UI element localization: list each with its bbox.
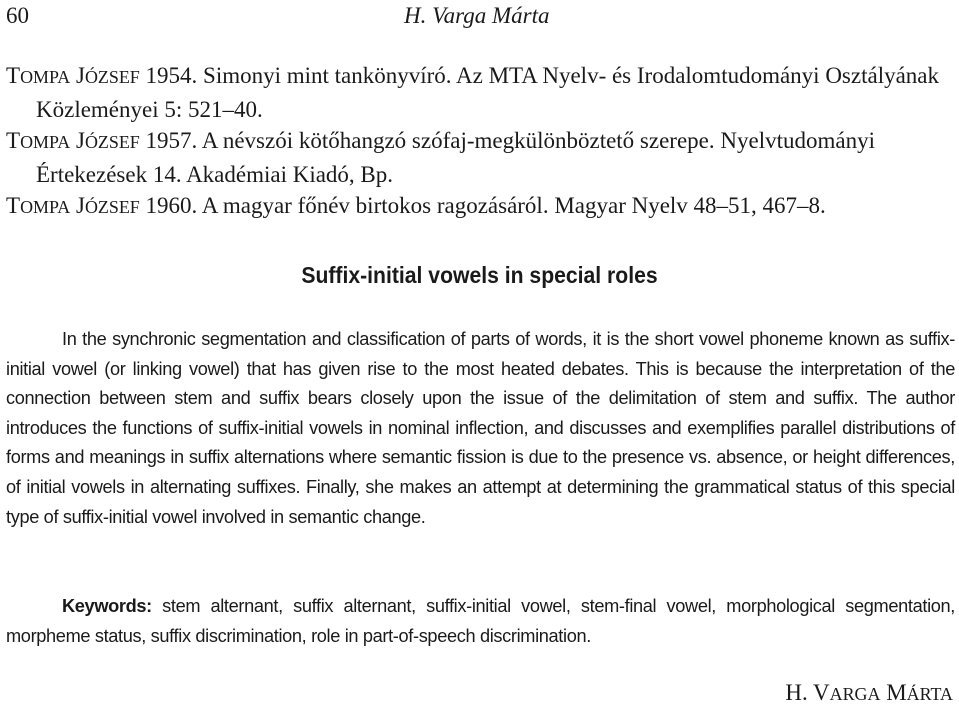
running-head bbox=[0, 0, 959, 34]
keywords-label: Keywords: bbox=[62, 596, 152, 616]
reference-given-rest: ÓZSEF bbox=[84, 132, 140, 152]
abstract-paragraph: In the synchronic segmentation and classification of parts of words, it is the short vowel phoneme known as suffix-initial vowel (or linking vowel) that has given rise to the most heated debates. This is because the interpretation of the connection between stem and suffix bears closely upon the issue of the delimitation of stem and suffix. The author introduces the functions of suffix-initial vowels in nominal inflection, and discusses and exemplifies parallel distributions of forms and meanings in suffix alternations where semantic fission is due to the presence vs. absence, or height differences, of initial vowels in alternating suffixes. Finally, she makes an attempt at determining the grammatical status of this special type of suffix-initial vowel involved in semantic change. bbox=[6, 329, 955, 527]
signature-initial: H. V bbox=[785, 680, 830, 705]
reference-list bbox=[6, 60, 956, 224]
keywords-paragraph bbox=[6, 592, 955, 651]
reference-given-initial: J bbox=[76, 193, 85, 218]
abstract-body bbox=[6, 325, 955, 532]
signature-given-rest: ÁRTA bbox=[906, 684, 953, 704]
reference-author-initial: T bbox=[6, 193, 21, 218]
reference-author-rest: OMPA bbox=[20, 67, 71, 87]
page-number: 60 bbox=[6, 3, 29, 28]
reference-entry bbox=[6, 190, 956, 224]
keywords-section bbox=[6, 592, 955, 651]
reference-given-rest: ÓZSEF bbox=[84, 197, 140, 217]
running-head-author: H. Varga Márta bbox=[404, 3, 550, 28]
author-signature bbox=[785, 678, 953, 709]
reference-author-initial: T bbox=[6, 128, 21, 153]
reference-entry bbox=[6, 60, 956, 125]
signature-surname-rest: ARGA bbox=[829, 684, 881, 704]
reference-text: 1960. A magyar főnév birtokos ragozásáról. Magyar Nyelv 48–51, 467–8. bbox=[139, 193, 826, 218]
reference-given-initial: J bbox=[76, 63, 85, 88]
signature-given-initial: M bbox=[886, 680, 907, 705]
reference-entry bbox=[6, 125, 956, 190]
reference-text: 1957. A névszói kötőhangzó szófaj-megkülönböztető szerepe. Nyelvtudományi Értekezések 14. Akadémiai Kiadó, Bp. bbox=[36, 128, 875, 187]
reference-text: 1954. Simonyi mint tankönyvíró. Az MTA Nyelv- és Irodalomtudományi Osztályának Közleményei 5: 521–40. bbox=[36, 63, 939, 122]
reference-given-rest: ÓZSEF bbox=[84, 67, 140, 87]
reference-author-rest: OMPA bbox=[20, 132, 71, 152]
reference-author-initial: T bbox=[6, 63, 21, 88]
reference-author-rest: OMPA bbox=[20, 197, 71, 217]
reference-given-initial: J bbox=[76, 128, 85, 153]
keywords-text: stem alternant, suffix alternant, suffix-initial vowel, stem-final vowel, morphological segmentation, morpheme status, suffix discrimination, role in part-of-speech discrimination. bbox=[6, 596, 955, 646]
abstract-title: Suffix-initial vowels in special roles bbox=[301, 262, 658, 288]
